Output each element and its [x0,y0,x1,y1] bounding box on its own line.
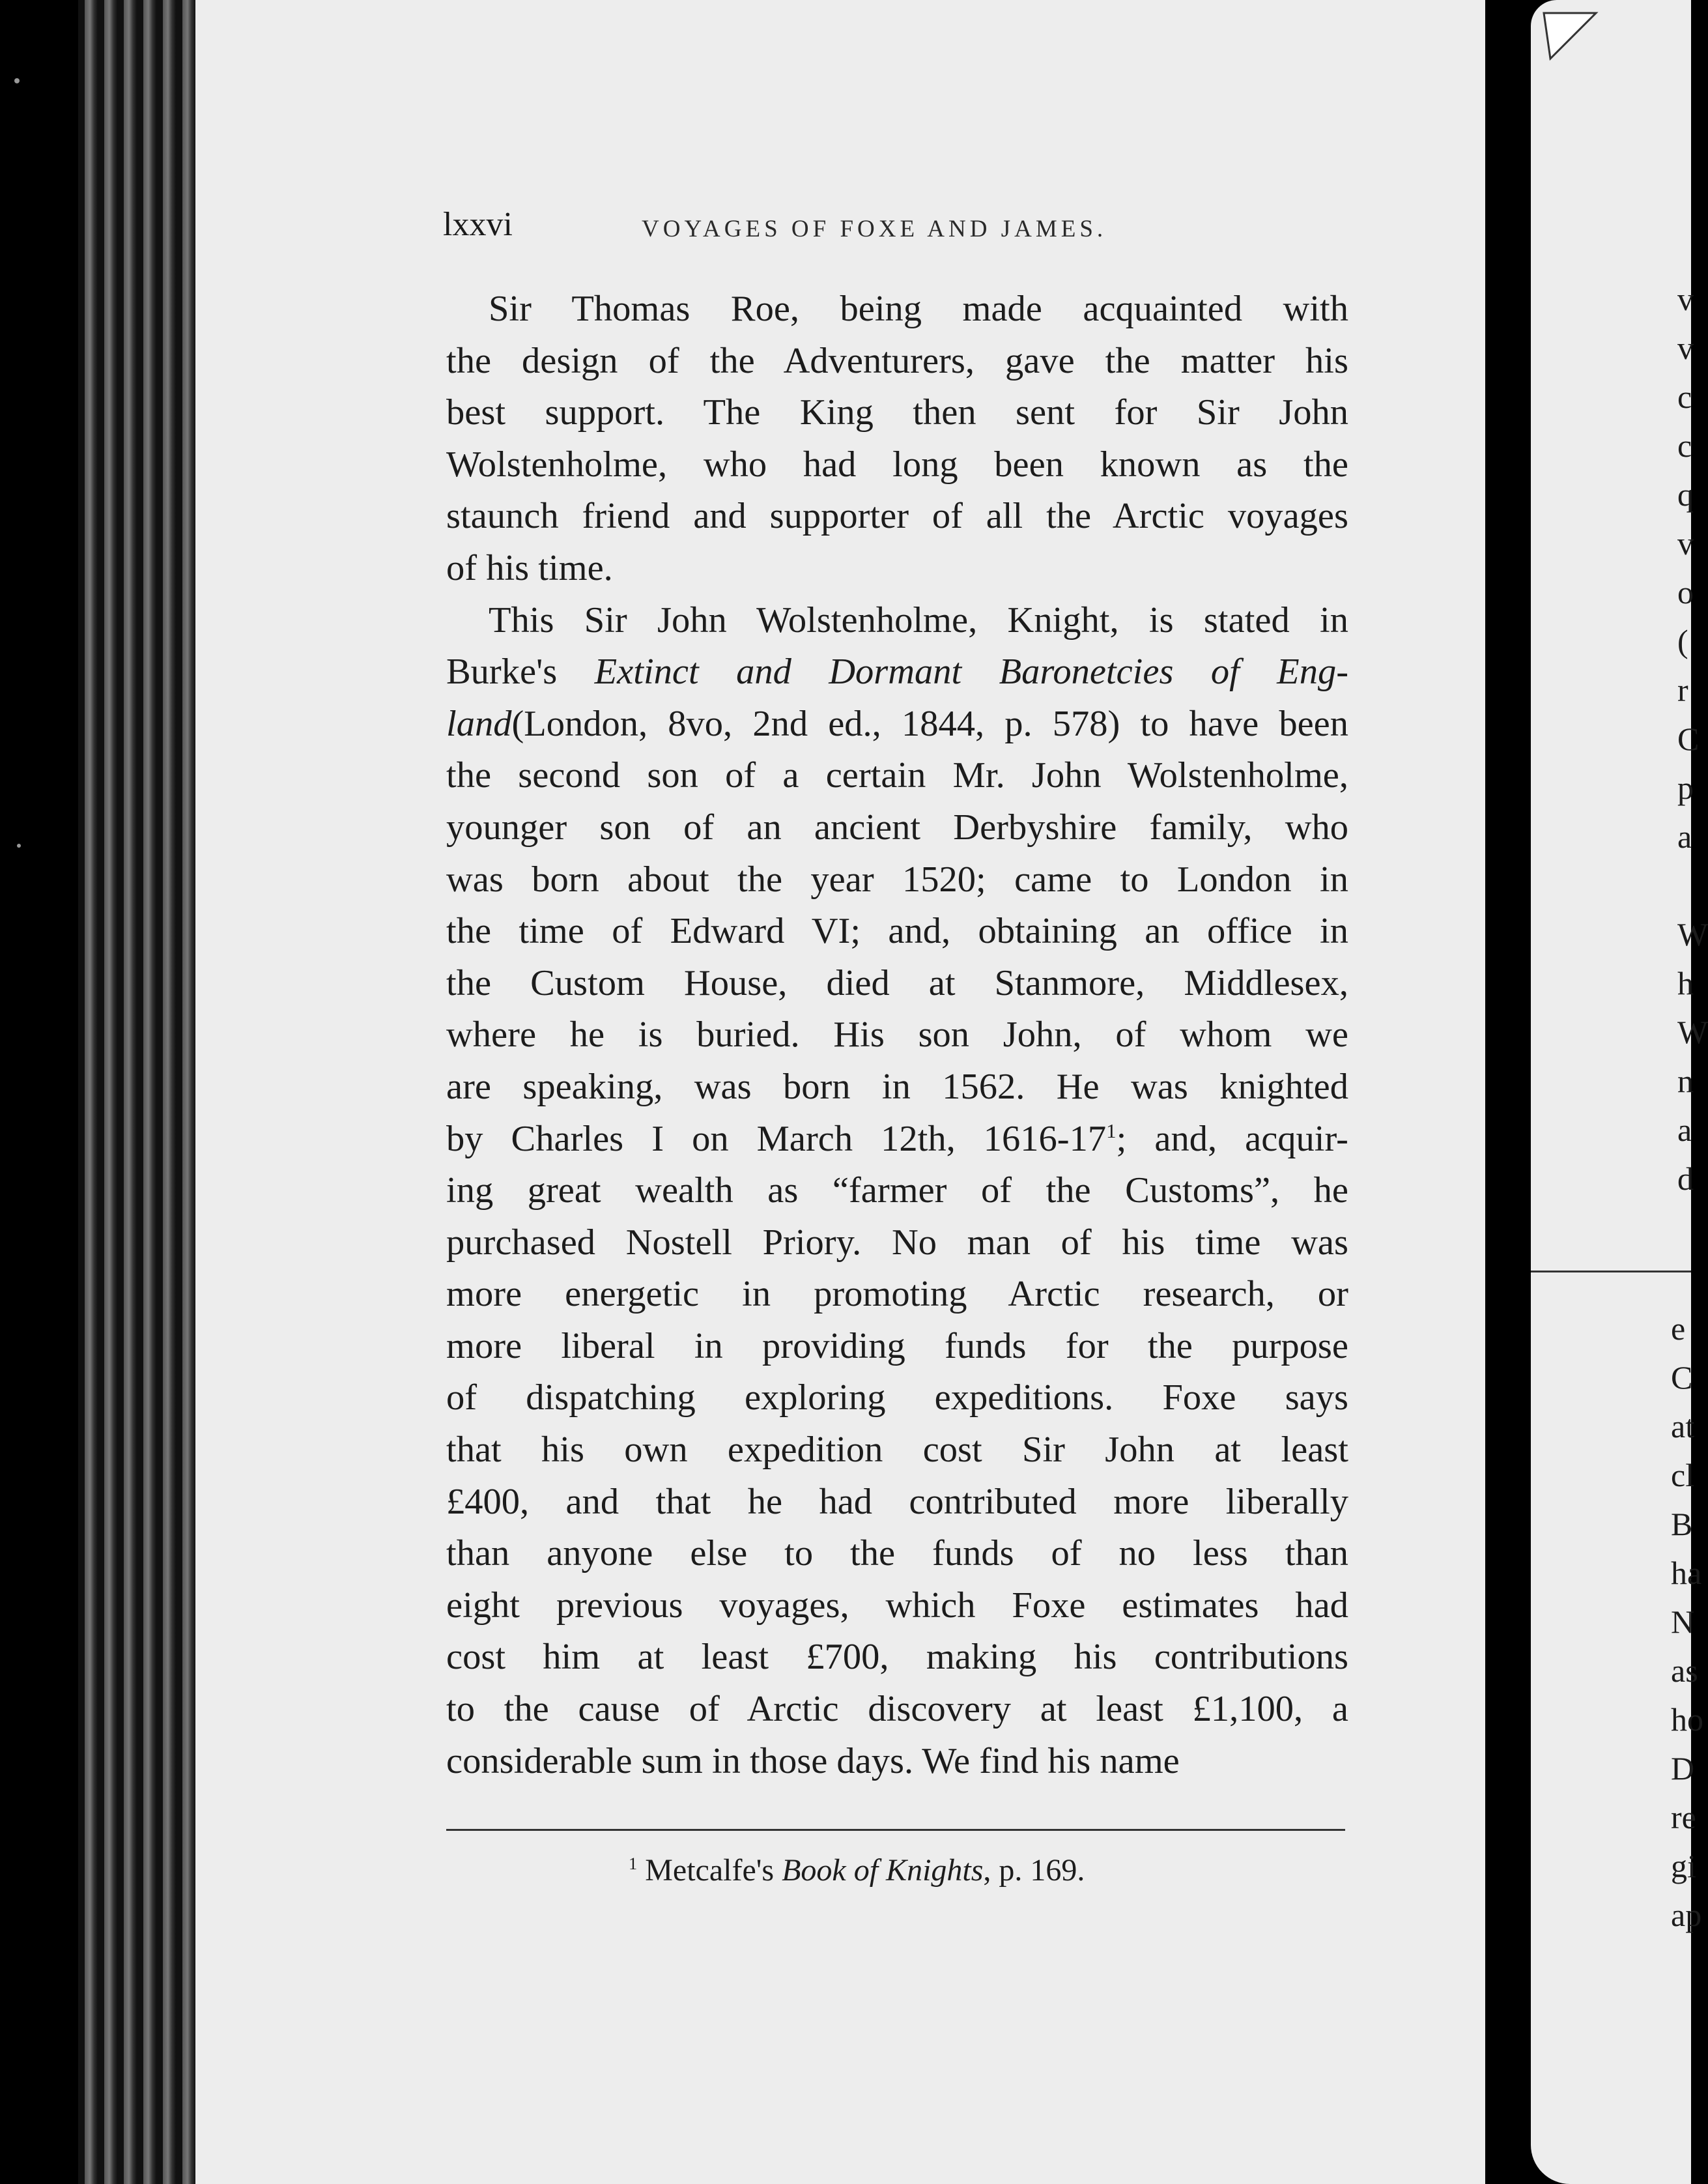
right-page-text-fragment: at [1671,1408,1695,1444]
body-line-italic: land [446,703,512,744]
body-line-text: than anyone else to the funds of no less than [446,1533,1348,1574]
right-page-text-fragment: cl [1671,1457,1695,1493]
right-page-text-fragment: o [1677,574,1694,611]
body-line-text: by Charles I on March 12th, 1616-17 [446,1118,1107,1159]
body-line-text: purchased Nostell Priory. No man of his time was [446,1222,1348,1263]
body-line-text: the time of Edward VI; and, obtaining an office in [446,911,1348,952]
body-line [446,802,1348,854]
body-line [446,336,1348,388]
body-line [446,958,1348,1010]
body-line-text: are speaking, was born in 1562. He was knighted [446,1066,1348,1107]
body-line-text: considerable sum in those days. We find his name [446,1740,1180,1781]
right-page-text-fragment: p [1677,769,1694,806]
right-page-text-fragment: ( [1677,623,1688,659]
right-page-text-fragment: ap [1671,1897,1702,1933]
right-page-text-fragment: D [1671,1750,1695,1787]
right-page-text-fragment: C [1671,1359,1693,1396]
right-page-text-fragment: W [1677,1014,1708,1050]
footnote-book-title: Book of Knights [782,1853,984,1888]
right-page-fragment [1531,0,1708,2184]
right-page-text-fragment: v [1677,281,1694,317]
body-line [446,1321,1348,1373]
body-line-text: to the cause of Arctic discovery at least £1,100, a [446,1689,1348,1730]
body-line-text: the second son of a certain Mr. John Wolstenholme, [446,755,1348,796]
body-line [446,906,1348,958]
right-page-text-fragment: N [1671,1603,1695,1640]
body-line [446,543,1348,595]
body-line [446,283,1348,336]
body-line-text: the Custom House, died at Stanmore, Middlesex, [446,962,1348,1003]
body-line-text: Burke's [446,652,595,693]
body-line-text: of his time. [446,547,613,588]
footnote-text-pre: Metcalfe's [637,1853,782,1888]
body-line [446,1217,1348,1269]
body-line-text: Sir Thomas Roe, being made acquainted with [489,289,1348,329]
body-line-text: more energetic in promoting Arctic research, or [446,1274,1348,1315]
body-line-text: cost him at least £700, making his contributions [446,1637,1348,1678]
body-line [446,1580,1348,1632]
body-line [446,750,1348,802]
footnote-reference: 1 [1106,1119,1117,1142]
book-gutter [1485,0,1531,2184]
scan-speck [14,78,20,83]
body-line [446,1165,1348,1217]
body-line-text: eight previous voyages, which Foxe estimates had [446,1585,1348,1626]
footnote [629,1852,1085,1888]
body-line [446,1684,1348,1736]
body-line-text: was born about the year 1520; came to London in [446,859,1348,900]
right-page-text-fragment: v [1677,525,1694,562]
body-line-text: ing great wealth as “farmer of the Customs”, he [446,1170,1348,1211]
right-page-text-fragment: C [1677,721,1700,757]
body-line-text: £400, and that he had contributed more liberally [446,1481,1348,1522]
right-page-text-fragment: ha [1671,1555,1702,1591]
right-page-text-fragment: as [1671,1652,1698,1689]
right-page-text-fragment: a [1677,818,1692,855]
body-line-text: that his own expedition cost Sir John at least [446,1430,1348,1471]
body-line-text: (London, 8vo, 2nd ed., 1844, p. 578) to have been [511,703,1348,744]
right-page-rule [1531,1271,1691,1272]
body-line-text: best support. The King then sent for Sir John [446,392,1348,433]
body-line-italic: Extinct and Dormant Baronetcies of Eng- [594,652,1349,693]
page-number: lxxvi [443,206,513,243]
right-page-text-fragment: v [1677,330,1694,366]
right-page-text-fragment: c [1677,427,1692,464]
body-line [446,1372,1348,1424]
right-page-text-fragment: r [1677,672,1688,708]
right-page-text-fragment: W [1677,916,1708,953]
right-page-text-fragment: a [1677,1112,1692,1148]
right-page-text-fragment: ho [1671,1701,1703,1738]
body-line [446,1061,1348,1114]
scan-speck [17,844,21,848]
body-line-text: more liberal in providing funds for the purpose [446,1325,1348,1366]
body-line [446,646,1348,698]
footnote-text-post: , p. 169. [983,1853,1085,1888]
right-page-text-fragment: n [1677,1063,1694,1099]
right-page-text-fragment: B [1671,1506,1693,1542]
body-line [446,595,1348,647]
body-line [446,854,1348,906]
footnote-marker: 1 [629,1854,638,1873]
body-line [446,1631,1348,1684]
body-line-text: Wolstenholme, who had long been known as the [446,444,1348,485]
page-corner-fold-icon [1544,13,1596,65]
body-line [446,1476,1348,1529]
body-line [446,439,1348,491]
body-line [446,1269,1348,1321]
body-line [446,491,1348,543]
right-page-text-fragment: re [1671,1799,1696,1835]
body-line-text: This Sir John Wolstenholme, Knight, is stated in [489,599,1348,640]
body-text [446,283,1348,1787]
right-page-text-fragment: c [1677,379,1692,415]
right-page-text-fragment: e [1671,1310,1686,1347]
body-line-text: ; and, acquir- [1116,1118,1348,1159]
book-page-edges [78,0,199,2184]
body-line [446,698,1348,751]
body-line [446,1736,1348,1788]
body-line [446,1528,1348,1580]
body-line [446,1009,1348,1061]
running-title: VOYAGES OF FOXE AND JAMES. [642,216,1107,242]
body-line-text: the design of the Adventurers, gave the matter his [446,340,1348,381]
body-line-text: of dispatching exploring expeditions. Foxe says [446,1377,1348,1418]
right-page-text-fragment: q [1677,476,1694,513]
footnote-rule [446,1829,1345,1831]
body-line [446,1114,1348,1166]
right-page-text-fragment: h [1677,965,1694,1001]
body-line [446,1424,1348,1476]
body-line [446,387,1348,439]
right-page-text-fragment: gi [1671,1848,1696,1884]
body-line-text: younger son of an ancient Derbyshire family, who [446,807,1348,848]
body-line-text: staunch friend and supporter of all the Arctic voyages [446,496,1348,537]
right-page-text-fragment: d [1677,1160,1694,1197]
body-line-text: where he is buried. His son John, of whom we [446,1014,1348,1056]
